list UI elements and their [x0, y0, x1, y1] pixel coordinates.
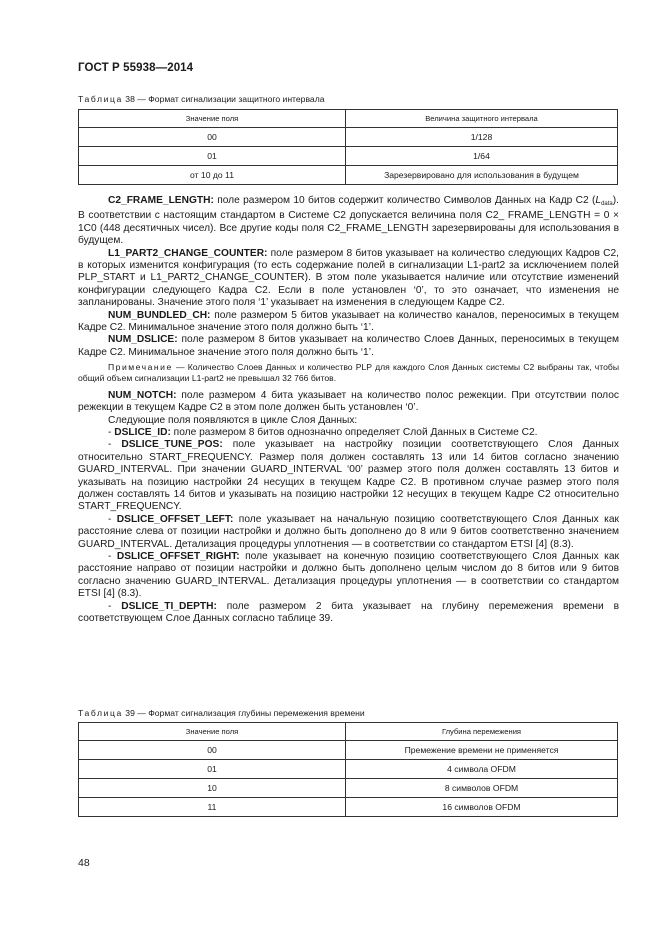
- dash: -: [108, 600, 122, 612]
- term-dslice-id: DSLICE_ID:: [114, 426, 171, 438]
- table-38: [78, 109, 618, 185]
- dash: -: [108, 513, 117, 525]
- term-num-bundled-ch: NUM_BUNDLED_CH:: [108, 309, 211, 321]
- term-dslice-ti-depth: DSLICE_TI_DEPTH:: [121, 600, 217, 612]
- table-38-caption-title: Формат сигнализации защитного интервала: [148, 94, 325, 104]
- column-header-value: Значение поля: [79, 723, 346, 741]
- list-item-dslice-id: [78, 427, 619, 439]
- dash: -: [108, 426, 115, 438]
- text: поле размером 10 битов содержит количество Символов Данных на Кадр С2 (: [213, 195, 596, 206]
- text: поле размером 8 битов указывает на количество Слоев Данных, переносимых в текущем Кадре С2. Минимальное значение этого поля должно быть ‘1’.: [78, 334, 619, 358]
- text: поле размером 4 бита указывает на количество полос режекции. При отсутствии полос режекции в текущем Кадре С2 в этом поле должен быть установлен ‘0’.: [78, 389, 619, 414]
- cell-desc: 16 символов OFDM: [346, 798, 618, 817]
- table-row: [79, 760, 618, 779]
- paragraph-num-bundled-ch: [78, 310, 619, 335]
- table-header-row: [79, 723, 618, 741]
- cell-value: 01: [79, 760, 346, 779]
- text: поле размером 8 битов указывает на количество следующих Кадров С2, в которых изменится конфигурация (то есть содержание полей в сигнализации L1-part2 за исключением полей PLP_START и L1_PART2_CHANGE_COUNTER). В этом поле указывается наличие или отсутствие изменений конфигурации следующего Кадра С2. Если в поле установлен ‘0’, то это означает, что изменения не запланированы. Значение этого поля ‘1’ указывает на изменения в следующем Кадре С2.: [78, 247, 619, 309]
- cell-value: 00: [79, 741, 346, 760]
- term-c2-frame-length: C2_FRAME_LENGTH:: [108, 195, 214, 206]
- body-text: [78, 195, 619, 625]
- dash: -: [108, 550, 117, 562]
- page-number: 48: [78, 857, 90, 869]
- table-39-caption-number: 39 —: [122, 708, 149, 718]
- table-38-caption-number: 38 —: [122, 94, 149, 104]
- cell-value: 11: [79, 798, 346, 817]
- term-num-notch: NUM_NOTCH:: [108, 389, 177, 401]
- list-item-dslice-tune-pos: [78, 439, 619, 513]
- term-l1-part2-change-counter: L1_PART2_CHANGE_COUNTER:: [108, 247, 268, 259]
- column-header-guard-interval: Величина защитного интервала: [346, 110, 618, 128]
- table-row: [79, 166, 618, 185]
- table-header-row: [79, 110, 618, 128]
- cell-desc: Зарезервировано для использования в будущем: [346, 166, 618, 185]
- text: поле размером 8 битов однозначно определяет Слой Данных в Системе С2.: [170, 426, 538, 438]
- table-row: [79, 779, 618, 798]
- term-num-dslice: NUM_DSLICE:: [108, 334, 178, 346]
- note-text: — Количество Слоев Данных и количество PLP для каждого Слоя Данных системы С2 выбраны так, чтобы общий объем сигнализации L1-part2 не превышал 32 766 битов.: [78, 362, 619, 384]
- text: поле указывает на настройку позиции соответствующего Слоя Данных относительно START_FREQUENCY. Размер поля должен составлять 13 или 14 битов согласно значению GUARD_INTERVAL. При значении GUARD_INTERVAL ‘00’ размер этого поля должен составлять 13 битов и указывать на позицию настройки 24 несущих в текущем Кадре С2. В противном случае размер этого поля должен составлять 14 битов и указывать на позицию настройки 12 несущих в текущем Кадре С2 относительно START_FREQUENCY.: [78, 439, 619, 513]
- cell-desc: 4 символа OFDM: [346, 760, 618, 779]
- table-38-caption-label: Таблица: [78, 94, 123, 104]
- table-row: [79, 798, 618, 817]
- cell-value: 01: [79, 147, 346, 166]
- paragraph-num-notch: [78, 390, 619, 415]
- cell-value: 00: [79, 128, 346, 147]
- term-dslice-tune-pos: DSLICE_TUNE_POS:: [121, 439, 223, 451]
- cell-value: от 10 до 11: [79, 166, 346, 185]
- paragraph-num-dslice: [78, 334, 619, 359]
- term-dslice-offset-left: DSLICE_OFFSET_LEFT:: [116, 513, 234, 525]
- cell-desc: 1/64: [346, 147, 618, 166]
- paragraph-loop-intro: Следующие поля появляются в цикле Слоя Данных:: [108, 414, 358, 426]
- cell-value: 10: [79, 779, 346, 798]
- table-row: [79, 128, 618, 147]
- list-item-dslice-ti-depth: [78, 601, 619, 626]
- cell-desc: 8 символов OFDM: [346, 779, 618, 798]
- list-item-dslice-offset-left: [78, 514, 619, 551]
- table-39-caption-label: Таблица: [78, 708, 123, 718]
- note-label: Примечание: [108, 362, 173, 373]
- note: [78, 362, 619, 384]
- text: поле указывает на конечную позицию соответствующего Слоя Данных как расстояние направо от позиции настройки и должно быть дополнено целым числом до 8 битов или 9 битов согласно значению GUARD_INTERVAL. Детализация процедуры уплотнения — в соответствии со стандартом ETSI [4] (8.3).: [78, 550, 619, 600]
- list-item-dslice-offset-right: [78, 551, 619, 601]
- text: поле указывает на начальную позицию соответствующего Слоя Данных как расстояние слева от позиции настройки и должно быть дополнено до 8 или 9 битов соответственно значением GUARD_INTERVAL. Детализация процедуры уплотнения — в соответствии со стандартом ETSI [4] (8.3).: [78, 513, 619, 550]
- text: поле размером 5 битов указывает на количество каналов, переносимых в текущем Кадре С2. Минимальное значение этого поля должно быть ‘1’.: [78, 309, 619, 334]
- table-row: [79, 147, 618, 166]
- standard-header: ГОСТ Р 55938—2014: [78, 62, 194, 74]
- table-row: [79, 741, 618, 760]
- cell-desc: Премежение времени не применяется: [346, 741, 618, 760]
- text: ). В соответствии с настоящим стандартом в Системе С2 допускается величина поля C2_ FRAME_LENGTH = 0 × 1C0 (448 десятичных чисел). Все другие коды поля C2_FRAME_LENGTH зарезервированы для использования в будущем.: [78, 195, 619, 247]
- dash: -: [108, 439, 122, 451]
- term-dslice-offset-right: DSLICE_OFFSET_RIGHT:: [116, 550, 240, 562]
- table-39-caption-title: Формат сигнализация глубины перемежения времени: [148, 708, 365, 718]
- symbol-subscript: data: [601, 201, 613, 207]
- column-header-interleaving-depth: Глубина перемежения: [346, 723, 618, 741]
- table-39: [78, 722, 618, 817]
- table-38-caption: [78, 94, 325, 104]
- cell-desc: 1/128: [346, 128, 618, 147]
- text: поле размером 2 бита указывает на глубину перемежения времени в соответствующем Слое Данных согласно таблице 39.: [78, 600, 619, 624]
- symbol-l: L: [595, 195, 602, 206]
- paragraph-c2-frame-length: [78, 195, 619, 248]
- paragraph-l1-part2-change-counter: [78, 248, 619, 310]
- column-header-value: Значение поля: [79, 110, 346, 128]
- table-39-caption: [78, 708, 365, 718]
